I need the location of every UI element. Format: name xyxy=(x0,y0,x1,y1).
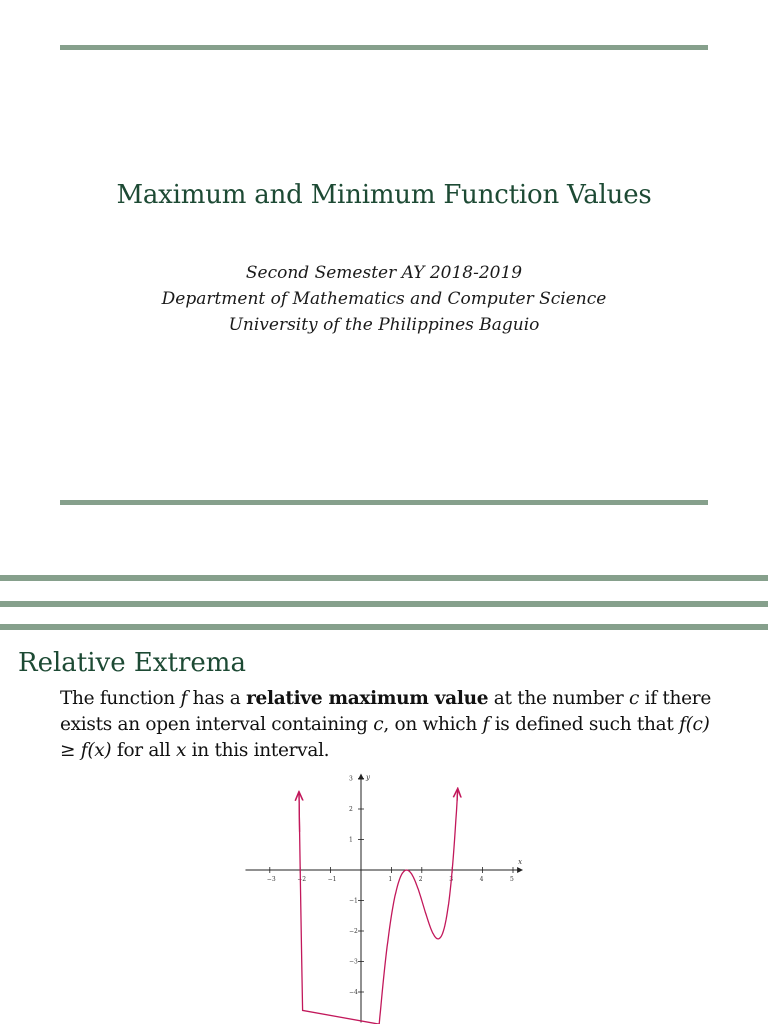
x-tick-label: 1 xyxy=(388,876,393,883)
y-axis-label: y xyxy=(366,773,370,782)
y-tick-label: −3 xyxy=(349,958,358,966)
x-tick-label: −1 xyxy=(327,876,337,883)
text-run: at the number xyxy=(488,688,630,709)
y-tick-label: 2 xyxy=(349,806,353,813)
y-tick-label: 3 xyxy=(349,775,353,783)
department-line: Department of Mathematics and Computer Science xyxy=(161,289,607,309)
curve-arrow-right xyxy=(457,790,458,801)
text-run: , on which xyxy=(383,714,483,735)
x-tick-label: −3 xyxy=(266,876,276,883)
x-tick-label: −2 xyxy=(297,876,307,883)
x-axis-label: x xyxy=(518,858,523,866)
x-tick-label: 2 xyxy=(418,876,423,883)
text-run: The function xyxy=(60,688,181,709)
x-tick-label: 3 xyxy=(449,876,454,883)
math-c: c xyxy=(373,714,384,735)
text-run: has a xyxy=(187,688,247,709)
x-tick-label: 4 xyxy=(479,876,484,883)
slide-title: Maximum and Minimum Function Values xyxy=(116,180,652,210)
text-run: in this interval. xyxy=(186,740,330,761)
frame-title: Relative Extrema xyxy=(18,648,246,678)
function-curve xyxy=(299,790,458,1024)
y-tick-label: 1 xyxy=(349,836,353,844)
y-tick-label: −1 xyxy=(349,897,358,905)
math-f: f xyxy=(180,688,188,709)
math-c: c xyxy=(629,688,640,709)
text-run: is defined such that xyxy=(489,714,680,735)
math-x: x xyxy=(175,740,187,761)
x-tick-label: 5 xyxy=(510,876,514,883)
math-f: f xyxy=(482,714,490,735)
university-line: University of the Philippines Baguio xyxy=(228,315,540,335)
text-run: for all xyxy=(111,740,176,761)
semester-line: Second Semester AY 2018-2019 xyxy=(245,263,523,283)
math-inequality: f(c) ≥ f(x) xyxy=(60,714,710,761)
curve-arrow-left xyxy=(299,793,300,832)
y-tick-label: −2 xyxy=(349,928,358,935)
y-tick-label: −4 xyxy=(349,989,358,996)
text-run: if there exists an open interval containing xyxy=(60,688,711,735)
bold-term: relative maximum value xyxy=(246,688,489,709)
